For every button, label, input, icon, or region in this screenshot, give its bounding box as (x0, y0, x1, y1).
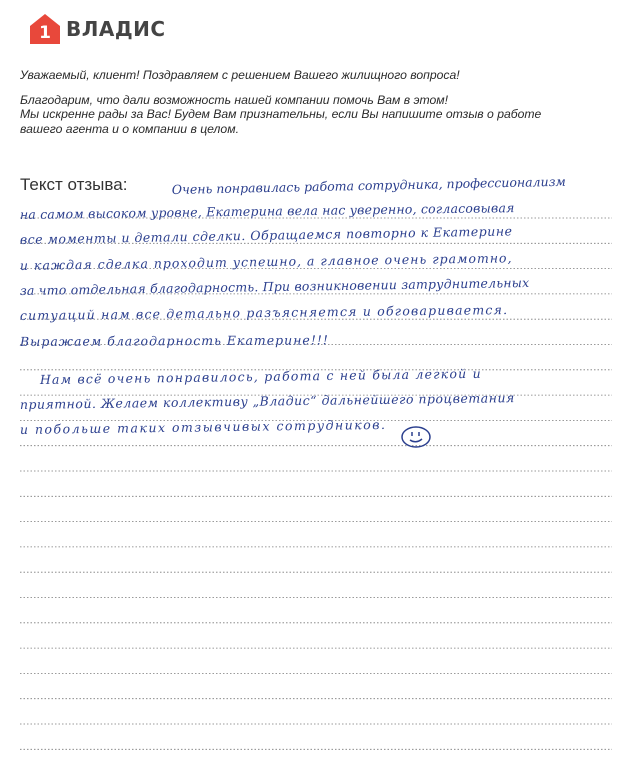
review-title: Текст отзыва: (20, 175, 128, 194)
intro-line-2: Мы искренне рады за Вас! Будем Вам признательны, если Вы напишите отзыв о работе (20, 107, 542, 121)
review-line: Очень понравилась работа сотрудника, профессионализм (171, 173, 566, 197)
intro-line-1: Благодарим, что дали возможность нашей компании помочь Вам в этом! (20, 92, 449, 107)
intro-text (20, 68, 610, 146)
review-line: Выражаем благодарность Екатерине!!! (19, 332, 329, 349)
review-line: все моменты и детали сделки. Обращаемся повторно к Екатерине (19, 223, 513, 247)
greeting-line: Уважаемый, клиент! Поздравляем с решением Вашего жилищного вопроса! (20, 68, 460, 82)
review-line: приятной. Желаем коллективу „Владис“ дальнейшего процветания (19, 390, 515, 412)
review-line: Нам всё очень понравилось, работа с ней была легкой и (39, 365, 482, 387)
intro-line-3: вашего агента и о компании в целом. (20, 121, 239, 136)
review-line: и побольше таких отзывчивых сотрудников. (19, 416, 387, 437)
review-line: и каждая сделка проходит успешно, а главное очень грамотно, (19, 250, 513, 273)
review-line: на самом высоком уровне, Екатерина вела нас уверенно, согласовывая (19, 200, 515, 222)
house-key-logo-icon (28, 12, 62, 46)
smiley-face-icon (400, 425, 432, 449)
logo-digit: 1 (39, 23, 51, 43)
logo-text: ВЛАДИС (66, 17, 166, 41)
review-line: за что отдельная благодарность. При возникновении затруднительных (19, 274, 530, 298)
review-line: ситуаций нам все детально разъясняется и обговаривается. (19, 302, 509, 323)
brand-logo (28, 12, 166, 46)
